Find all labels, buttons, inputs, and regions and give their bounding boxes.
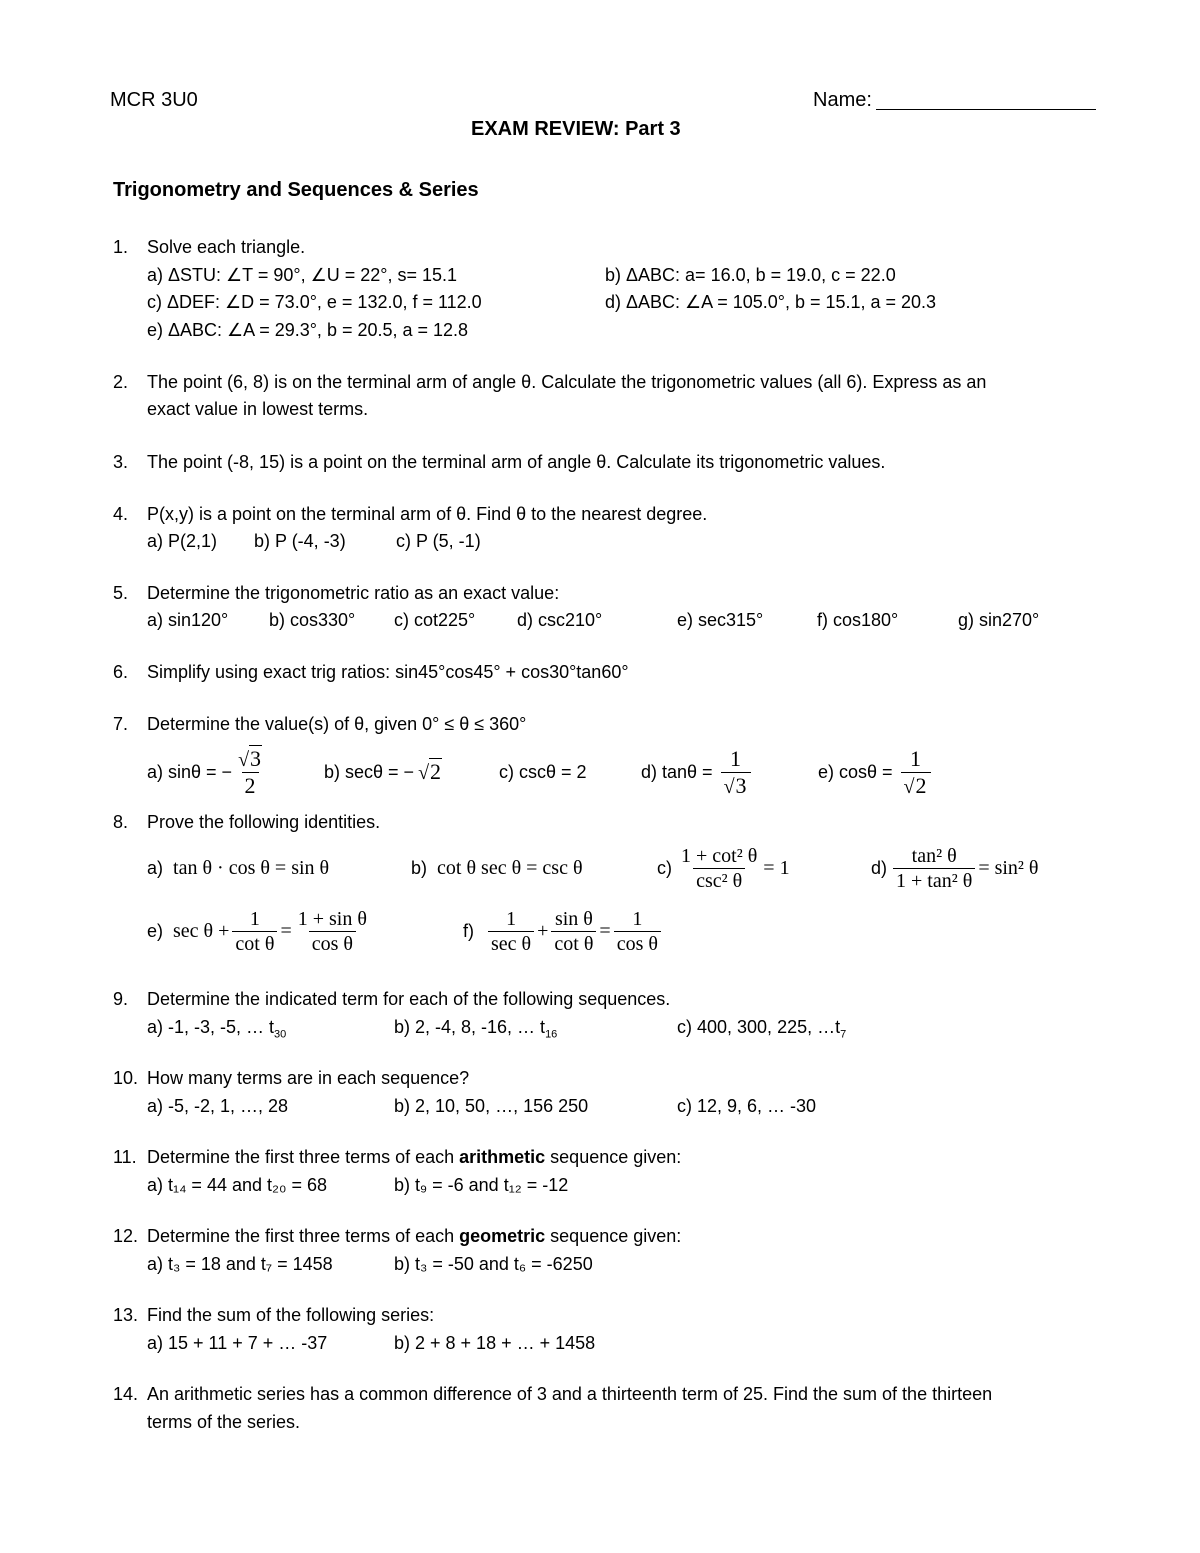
q10-number: 10.: [113, 1068, 139, 1088]
q7-d-denominator: √3: [721, 772, 751, 797]
q8-e-fraction-1: $\frac{1}{\text{cot θ}}$: [232, 909, 277, 954]
q10-part-c: c) 12, 9, 6, … -30: [677, 1096, 817, 1116]
q4-part-c: c) P (5, -1): [396, 531, 481, 551]
q5-part-d: d) csc210°: [517, 610, 603, 630]
course-code: MCR 3U0: [110, 89, 198, 111]
q7-b-radical: √2: [418, 759, 442, 784]
q7-a-fraction: [235, 745, 265, 798]
q13-text: Find the sum of the following series:: [147, 1305, 435, 1325]
q2-line1: The point (6, 8) is on the terminal arm of angle θ. Calculate the trigonometric values (all 6). Express as an: [147, 372, 987, 392]
q5-part-c: c) cot225°: [394, 610, 476, 630]
q9-part-a: a) -1, -3, -5, … $t_{30}$: [147, 1017, 287, 1041]
q9-part-c: c) 400, 300, 225, $\dots t_7$: [677, 1017, 847, 1041]
q13-number: 13.: [113, 1305, 139, 1325]
q7-a-numerator: √3: [238, 745, 262, 771]
q12-text: Determine the first three terms of each geometric sequence given:: [147, 1226, 682, 1246]
q10-part-b: b) 2, 10, 50, …, 156 250: [394, 1096, 589, 1116]
q13-part-b: b) 2 + 8 + 18 + … + 1458: [394, 1333, 596, 1353]
q2-number: 2.: [113, 372, 129, 392]
q7-number: 7.: [113, 714, 129, 734]
q5-part-b: b) cos330°: [269, 610, 356, 630]
q8-number: 8.: [113, 812, 129, 832]
q9-text: Determine the indicated term for each of the following sequences.: [147, 989, 671, 1009]
q10-part-a: a) -5, -2, 1, …, 28: [147, 1096, 289, 1116]
q8-part-d: d) $\frac{\text{tan² θ}}{\text{1 + tan² θ}}$ = sin² θ: [871, 844, 1039, 892]
q14-line2: terms of the series.: [147, 1412, 301, 1432]
q10-text: How many terms are in each sequence?: [147, 1068, 470, 1088]
q9-number: 9.: [113, 989, 129, 1009]
q1-part-b: b) ΔABC: a= 16.0, b = 19.0, c = 22.0: [605, 265, 896, 285]
q8-part-b: b) cot θ sec θ = csc θ: [411, 857, 583, 879]
q11-part-b: b) t₉ = -6 and t₁₂ = -12: [394, 1175, 569, 1195]
q8-f-fraction-2: $\frac{\text{sin θ}}{\text{cot θ}}$: [551, 909, 596, 954]
q11-text: Determine the first three terms of each arithmetic sequence given:: [147, 1147, 682, 1167]
q5-text: Determine the trigonometric ratio as an exact value:: [147, 583, 560, 603]
q7-e-label: e) cosθ =: [818, 762, 893, 782]
q8-part-e: e) sec θ + $\frac{1}{\text{cot θ}}$ = $\frac{\text{1 + sin θ}}{\text{cos θ}}$: [147, 902, 373, 960]
q5-part-f: f) cos180°: [817, 610, 899, 630]
q9-part-b: b) 2, -4, 8, -16, … $t_{16}$: [394, 1017, 558, 1041]
q6-number: 6.: [113, 662, 129, 682]
q7-text: Determine the value(s) of θ, given 0° ≤ θ ≤ 360°: [147, 714, 527, 734]
name-blank[interactable]: [876, 91, 1096, 110]
q7-a-denominator: 2: [242, 772, 259, 797]
q3-number: 3.: [113, 452, 129, 472]
q8-b-expr: cot θ sec θ = csc θ: [437, 857, 583, 879]
q4-part-b: b) P (-4, -3): [254, 531, 346, 551]
q7-e-denominator: √2: [901, 772, 931, 797]
q14-line1: An arithmetic series has a common difference of 3 and a thirteenth term of 25. Find the sum of the thirteen: [147, 1384, 993, 1404]
q7-e-fraction: [901, 745, 931, 798]
q8-e-fraction-2: $\frac{\text{1 + sin θ}}{\text{cos θ}}$: [297, 907, 367, 955]
q11-part-a: a) t₁₄ = 44 and t₂₀ = 68: [147, 1175, 327, 1195]
q8-f-fraction-3: $\frac{1}{\text{cos θ}}$: [614, 909, 661, 954]
q7-b-label: b) secθ = −: [324, 762, 415, 782]
q7-d-fraction: [721, 745, 751, 798]
q4-part-a: a) P(2,1): [147, 531, 218, 551]
q5-part-a: a) sin120°: [147, 610, 229, 630]
q4-text: P(x,y) is a point on the terminal arm of θ. Find θ to the nearest degree.: [147, 504, 708, 524]
q7-part-d: [641, 740, 754, 804]
q1-text: Solve each triangle.: [147, 237, 306, 257]
q7-d-label: d) tanθ =: [641, 762, 713, 782]
q5-part-e: e) sec315°: [677, 610, 764, 630]
q8-c-fraction: $\frac{\text{1 + cot² θ}}{\text{csc² θ}}$: [681, 844, 758, 892]
q1-part-e: e) ΔABC: ∠A = 29.3°, b = 20.5, a = 12.8: [147, 320, 469, 340]
q1-part-a: a) ΔSTU: ∠T = 90°, ∠U = 22°, s= 15.1: [147, 265, 457, 285]
q1-part-d: d) ΔABC: ∠A = 105.0°, b = 15.1, a = 20.3: [605, 292, 937, 312]
q7-part-b: [324, 740, 442, 804]
q1-number: 1.: [113, 237, 129, 257]
q2-line2: exact value in lowest terms.: [147, 399, 369, 419]
q8-text: Prove the following identities.: [147, 812, 381, 832]
section-subtitle: Trigonometry and Sequences & Series: [113, 179, 479, 201]
q7-part-c: c) cscθ = 2: [499, 762, 587, 782]
q7-e-numerator: 1: [910, 745, 922, 771]
q3-text: The point (-8, 15) is a point on the terminal arm of angle θ. Calculate its trigonometric values.: [147, 452, 886, 472]
q5-number: 5.: [113, 583, 129, 603]
q12-part-b: b) t₃ = -50 and t₆ = -6250: [394, 1254, 593, 1274]
q4-number: 4.: [113, 504, 129, 524]
q7-a-label: a) sinθ = −: [147, 762, 233, 782]
q7-d-numerator: 1: [730, 745, 742, 771]
q12-part-a: a) t₃ = 18 and t₇ = 1458: [147, 1254, 333, 1274]
q1-part-c: c) ΔDEF: ∠D = 73.0°, e = 132.0, f = 112.0: [147, 292, 482, 312]
q12-number: 12.: [113, 1226, 139, 1246]
q8-part-f: f) $\frac{1}{\text{sec θ}}$ + $\frac{\text{sin θ}}{\text{cot θ}}$ = $\frac{1}{\text{cos θ}}$: [463, 902, 664, 960]
name-field[interactable]: [813, 90, 1096, 110]
q8-part-c: c) $\frac{\text{1 + cot² θ}}{\text{csc² θ}}$ = 1: [657, 844, 790, 892]
page-title: EXAM REVIEW: Part 3: [471, 118, 681, 140]
q8-d-fraction: $\frac{\text{tan² θ}}{\text{1 + tan² θ}}$: [893, 846, 975, 891]
q14-number: 14.: [113, 1384, 139, 1404]
q13-part-a: a) 15 + 11 + 7 + … -37: [147, 1333, 328, 1353]
q5-part-g: g) sin270°: [958, 610, 1040, 630]
q8-f-fraction-1: $\frac{1}{\text{sec θ}}$: [488, 909, 534, 954]
q8-a-expr: tan θ · cos θ = sin θ: [173, 857, 330, 879]
q8-part-a: a) tan θ · cos θ = sin θ: [147, 857, 330, 879]
q7-part-e: [818, 740, 934, 804]
q11-number: 11.: [113, 1147, 137, 1167]
name-label: Name:: [813, 89, 872, 111]
q6-text: Simplify using exact trig ratios: sin45°cos45° + cos30°tan60°: [147, 662, 629, 682]
q7-part-a: [147, 740, 268, 804]
